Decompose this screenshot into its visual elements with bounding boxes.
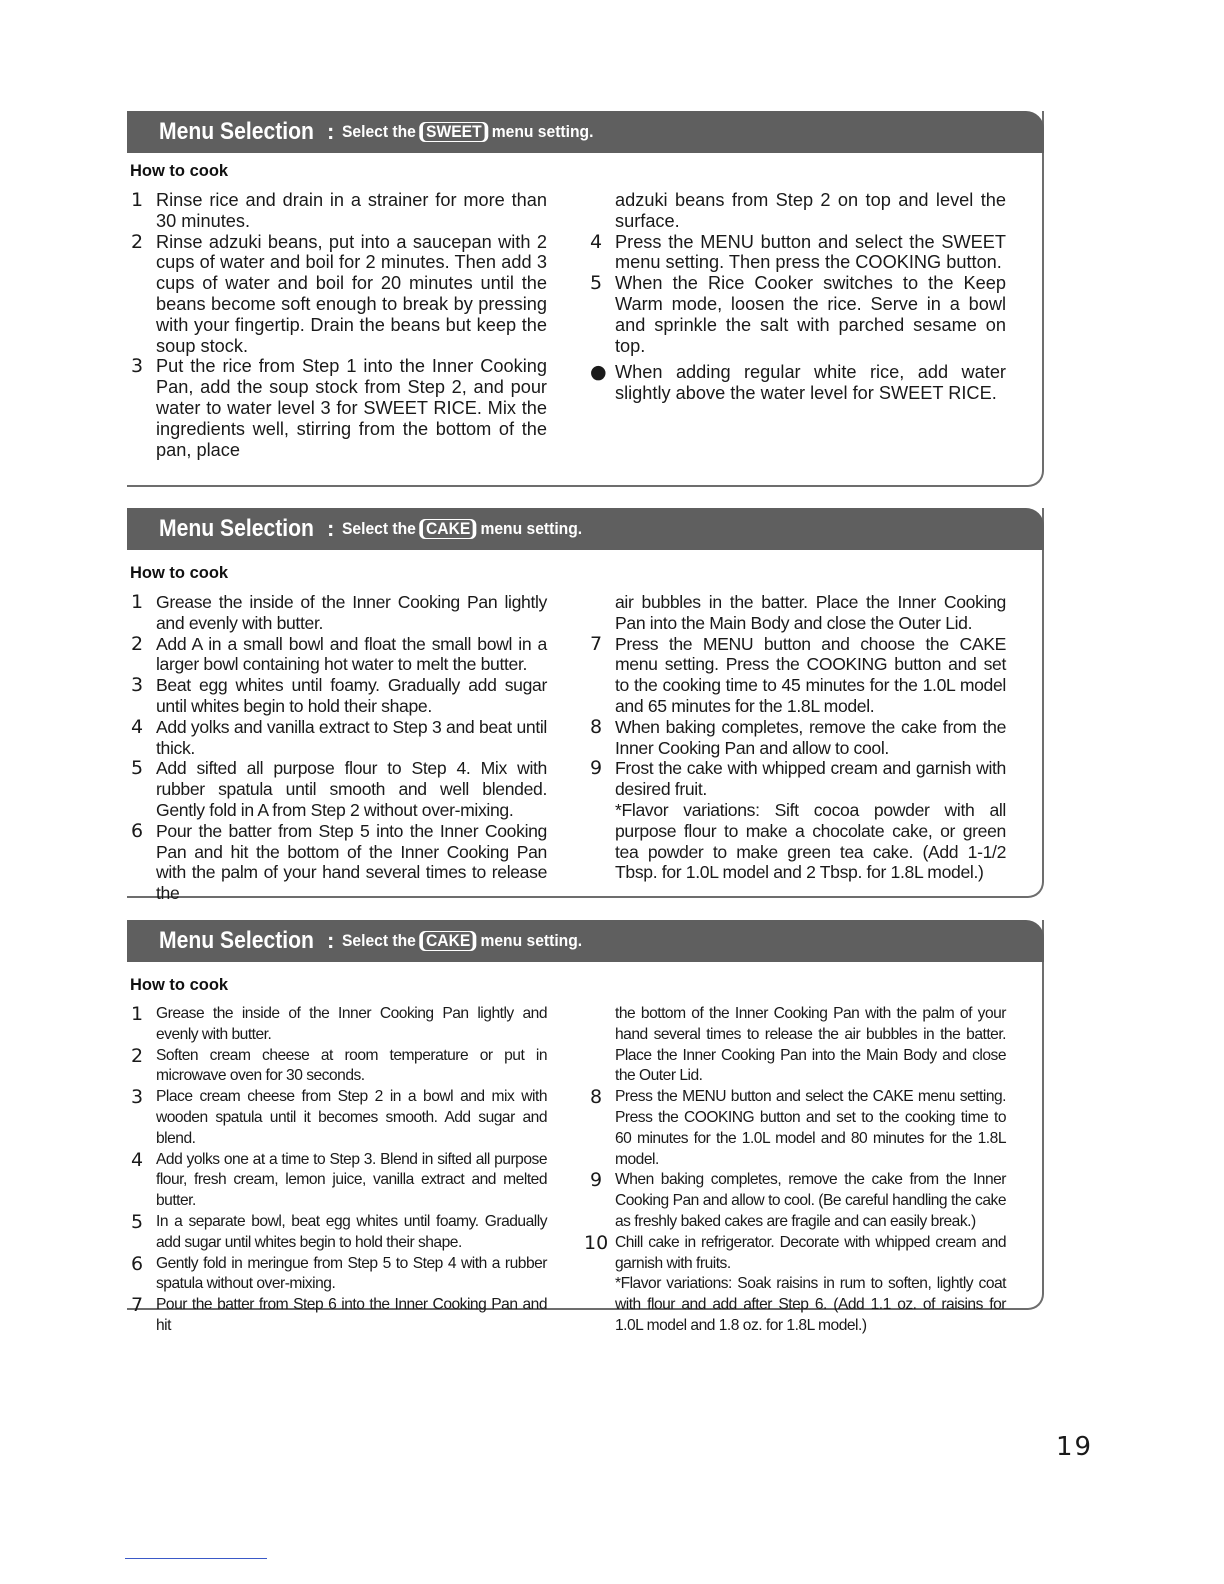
step-number: 1 [131, 1003, 144, 1025]
step-number [590, 1274, 615, 1336]
step-item [131, 675, 547, 717]
step-text: Pour the batter from Step 6 into the Inner Cooking Pan and hit [156, 1296, 547, 1334]
step-text: When baking completes, remove the cake from the Inner Cooking Pan and allow to cool. [615, 716, 1006, 758]
step-number: 8 [590, 715, 602, 738]
step-number: 4 [590, 230, 603, 253]
step-item [590, 232, 1006, 274]
subtitle-prefix: Select the [342, 122, 417, 141]
step-item [590, 592, 1006, 634]
menu-subtitle [342, 931, 582, 951]
section-header [127, 111, 1044, 153]
step-text: Press the MENU button and choose the CAKE menu setting. Press the COOKING button and set to the cooking time to 45 minutes for the 1.0L model and 65 minutes for the 1.8L model. [615, 633, 1006, 716]
step-item [590, 1170, 1006, 1232]
step-item [131, 1004, 547, 1046]
step-number: 1 [131, 591, 143, 613]
step-item [131, 758, 547, 820]
step-number: 5 [131, 1210, 144, 1233]
step-number: 2 [131, 230, 144, 253]
step-number: 7 [131, 1294, 144, 1317]
tip-text: When adding regular white rice, add water slightly above the water level for SWEET RICE. [615, 362, 1006, 404]
flavor-variation-note [590, 800, 1006, 883]
step-text: adzuki beans from Step 2 on top and level the surface. [615, 190, 1006, 231]
step-number [590, 190, 615, 232]
step-number: 5 [131, 757, 143, 780]
subtitle-prefix: Select the [342, 519, 417, 538]
step-number: 6 [131, 819, 143, 842]
menu-selection-colon: : [327, 928, 335, 953]
step-text: Add A in a small bowl and float the small bowl in a larger bowl containing hot water to melt the butter. [156, 633, 547, 675]
step-text: Gently fold in meringue from Step 5 to Step 4 with a rubber spatula without over-mixing. [156, 1254, 547, 1293]
step-item [131, 1212, 547, 1254]
step-text: Soften cream cheese at room temperature or put in microwave oven for 30 seconds. [156, 1046, 547, 1085]
step-item [131, 717, 547, 759]
step-item [590, 273, 1006, 356]
recipe-section-sweet [127, 111, 1044, 487]
step-number: 7 [590, 632, 602, 655]
menu-selection-title: Menu Selection [159, 118, 314, 145]
how-to-cook-heading: How to cook [130, 564, 229, 582]
step-number: 8 [590, 1086, 603, 1109]
section-header [127, 508, 1044, 550]
step-number [590, 800, 615, 883]
step-number [590, 1004, 615, 1087]
step-number: 4 [131, 715, 143, 738]
menu-setting-label: SWEET [424, 123, 485, 141]
menu-selection-colon: : [327, 516, 335, 541]
step-text: Grease the inside of the Inner Cooking Pan lightly and evenly with butter. [156, 592, 547, 633]
step-text: When the Rice Cooker switches to the Keep Warm mode, loosen the rice. Serve in a bowl and sprinkle the salt with parched sesame on top. [615, 273, 1006, 356]
how-to-cook-heading: How to cook [130, 162, 229, 180]
footer-rule [125, 1558, 267, 1559]
subtitle-suffix: menu setting. [480, 931, 583, 950]
step-item [584, 1231, 1006, 1275]
step-text: Frost the cake with whipped cream and garnish with desired fruit. [615, 758, 1006, 800]
step-item [131, 190, 547, 232]
step-text: Add yolks one at a time to Step 3. Blend in sifted all purpose flour, fresh cream, lemon juice, vanilla extract and melted butter. [156, 1150, 547, 1210]
step-number: 2 [131, 1044, 144, 1067]
menu-setting-badge [420, 122, 488, 142]
recipe-section-cheesecake [127, 920, 1044, 1334]
step-item [131, 1254, 547, 1296]
step-text: Grease the inside of the Inner Cooking Pan lightly and evenly with butter. [156, 1005, 547, 1043]
step-text: Put the rice from Step 1 into the Inner Cooking Pan, add the soup stock from Step 2, and pour water to water level 3 for SWEET RICE. Mix the ingredients well, stirring from the bottom of the pan, place [156, 356, 547, 460]
subtitle-suffix: menu setting. [480, 519, 583, 538]
page-number: 19 [1056, 1432, 1094, 1462]
note-text: *Flavor variations: Sift cocoa powder with all purpose flour to make a chocolate cake, or green tea powder to make green tea cake. (Add 1-1/2 Tbsp. for 1.0L model and 2 Tbsp. for 1.8L model.) [615, 799, 1006, 883]
menu-subtitle [342, 122, 593, 142]
step-number: 10 [584, 1231, 609, 1254]
step-item [590, 634, 1006, 717]
section-header [127, 920, 1044, 962]
step-item [131, 1150, 547, 1212]
step-item [131, 1046, 547, 1088]
step-item [131, 592, 547, 634]
bullet-icon: ● [590, 361, 607, 384]
menu-setting-label: CAKE [424, 932, 474, 950]
steps-left-column [131, 190, 547, 460]
subtitle-suffix: menu setting. [492, 122, 594, 141]
step-item [131, 1295, 547, 1337]
step-number: 5 [590, 272, 603, 295]
step-item [131, 1087, 547, 1149]
step-item [131, 232, 547, 357]
step-item [590, 1087, 1006, 1170]
step-item [590, 758, 1006, 800]
tip-item [590, 362, 1006, 404]
step-text: Rinse adzuki beans, put into a saucepan with 2 cups of water and boil for 2 minutes. Then add 3 cups of water and boil for 20 minutes until the beans become soft enough to break by pressing with your fingertip. Drain the beans but keep the soup stock. [156, 231, 547, 356]
menu-setting-badge [420, 519, 477, 539]
step-number: 9 [590, 1169, 603, 1192]
step-text: When baking completes, remove the cake from the Inner Cooking Pan and allow to cool. (Be careful handling the cake as freshly baked cakes are fragile and can easily break.) [615, 1171, 1006, 1230]
step-text: Press the MENU button and select the SWEET menu setting. Then press the COOKING button. [615, 231, 1006, 273]
step-number: 9 [590, 757, 602, 780]
menu-setting-label: CAKE [424, 520, 474, 538]
step-number: 3 [131, 1086, 144, 1109]
note-text: *Flavor variations: Soak raisins in rum to soften, lightly coat with flour and add after Step 6. (Add 1.1 oz. of raisins for 1.0L model and 1.8 oz. for 1.8L model.) [615, 1275, 1006, 1334]
step-number: 6 [131, 1252, 144, 1275]
steps-right-column [584, 1004, 1006, 1337]
step-number [590, 592, 615, 634]
menu-subtitle [342, 519, 582, 539]
menu-setting-badge [420, 931, 477, 951]
menu-selection-title: Menu Selection [159, 515, 314, 542]
step-item [590, 1004, 1006, 1087]
steps-right-column [590, 592, 1006, 883]
step-text: Beat egg whites until foamy. Gradually add sugar until whites begin to hold their shape. [156, 675, 547, 716]
subtitle-prefix: Select the [342, 931, 417, 950]
steps-left-column [131, 592, 547, 904]
step-text: air bubbles in the batter. Place the Inner Cooking Pan into the Main Body and close the Outer Lid. [615, 592, 1006, 633]
step-text: In a separate bowl, beat egg whites until foamy. Gradually add sugar until whites begin to hold their shape. [156, 1212, 547, 1251]
step-text: Press the MENU button and select the CAKE menu setting. Press the COOKING button and set to the cooking time to 60 minutes for the 1.0L model and 80 minutes for the 1.8L model. [615, 1088, 1006, 1168]
step-text: Rinse rice and drain in a strainer for more than 30 minutes. [156, 190, 547, 231]
recipe-section-cake [127, 508, 1044, 904]
how-to-cook-heading: How to cook [130, 976, 229, 994]
menu-selection-colon: : [327, 119, 335, 144]
steps-left-column [131, 1004, 547, 1337]
step-number: 3 [131, 674, 143, 697]
step-number: 3 [131, 355, 144, 378]
step-text: Chill cake in refrigerator. Decorate with whipped cream and garnish with fruits. [615, 1233, 1006, 1272]
step-text: Add yolks and vanilla extract to Step 3 and beat until thick. [156, 716, 547, 758]
flavor-variation-note [590, 1274, 1006, 1336]
step-item [131, 821, 547, 904]
step-item [590, 717, 1006, 759]
step-number: 4 [131, 1148, 144, 1171]
step-item [131, 356, 547, 460]
step-item [131, 634, 547, 676]
step-text: the bottom of the Inner Cooking Pan with the palm of your hand several times to release the air bubbles in the batter. Place the Inner Cooking Pan into the Main Body and close the Outer Lid. [615, 1005, 1006, 1085]
step-text: Place cream cheese from Step 2 in a bowl and mix with wooden spatula until it becomes smooth. Add sugar and blend. [156, 1088, 547, 1147]
steps-right-column [590, 190, 1006, 404]
step-number: 1 [131, 189, 144, 211]
step-text: Add sifted all purpose flour to Step 4. Mix with rubber spatula until smooth and well blended. Gently fold in A from Step 2 without over-mixing. [156, 758, 547, 820]
menu-selection-title: Menu Selection [159, 927, 314, 954]
step-item [590, 190, 1006, 232]
step-text: Pour the batter from Step 5 into the Inner Cooking Pan and hit the bottom of the Inner Cooking Pan with the palm of your hand several times to release the [156, 820, 547, 904]
step-number: 2 [131, 632, 143, 655]
